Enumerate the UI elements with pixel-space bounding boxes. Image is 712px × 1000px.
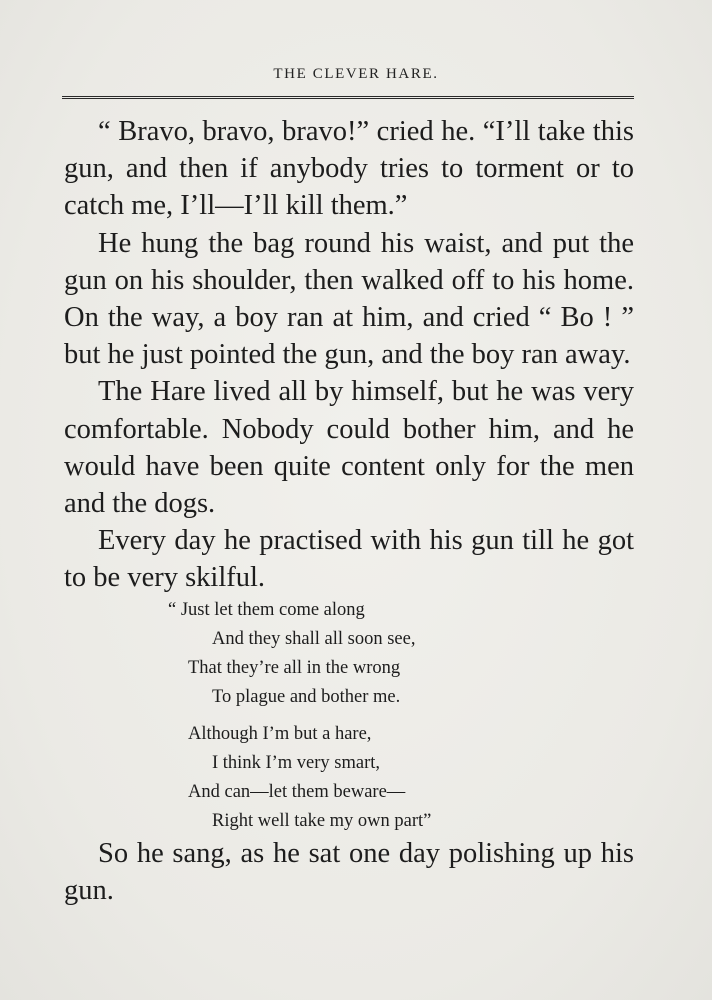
paragraph-1: “ Bravo, bravo, bravo!” cried he. “I’ll take this gun, and then if anybody tries to torment or to catch me, I’ll—I’ll kill them.” bbox=[64, 116, 634, 222]
running-title: THE CLEVER HARE. bbox=[273, 66, 439, 82]
body-text bbox=[64, 113, 634, 597]
verse-stanza-2 bbox=[168, 720, 588, 836]
verse-line: To plague and bother me. bbox=[212, 687, 401, 707]
verse-line: Although I’m but a hare, bbox=[188, 724, 372, 744]
verse-line: Right well take my own part” bbox=[212, 811, 432, 831]
verse-block bbox=[168, 596, 588, 836]
closing-paragraph: So he sang, as he sat one day polishing up his gun. bbox=[64, 838, 634, 907]
verse-line: “ Just let them come along bbox=[168, 600, 365, 620]
paragraph-2: He hung the bag round his waist, and put the gun on his shoulder, then walked off to his home. On the way, a boy ran at him, and cried “ Bo ! ” but he just pointed the gun, and the boy ran away. bbox=[64, 227, 634, 371]
paragraph-4: Every day he practised with his gun till he got to be very skilful. bbox=[64, 525, 634, 594]
verse-line: And they shall all soon see, bbox=[212, 629, 416, 649]
verse-line: I think I’m very smart, bbox=[212, 753, 380, 773]
header-rule bbox=[62, 96, 634, 99]
closing-text bbox=[64, 835, 634, 909]
paragraph-3: The Hare lived all by himself, but he was very comfortable. Nobody could bother him, and he would have been quite content only for the men and the dogs. bbox=[64, 376, 634, 520]
verse-stanza-1 bbox=[168, 596, 588, 712]
verse-line: And can—let them beware— bbox=[188, 782, 406, 802]
verse-line: That they’re all in the wrong bbox=[188, 658, 401, 678]
